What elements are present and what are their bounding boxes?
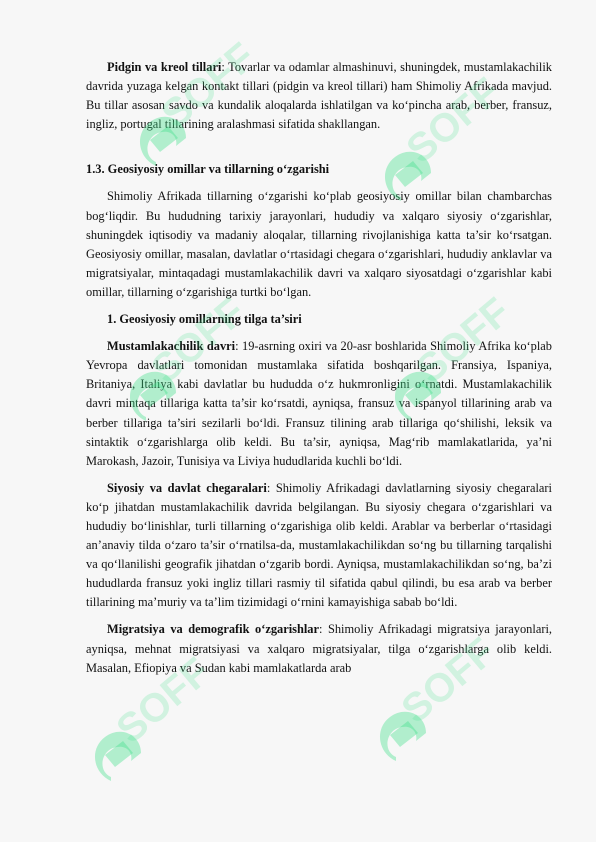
paragraph-geosiyosiy-intro: Shimoliy Afrikada tillarning o‘zgarishi ko‘plab geosiyosiy omillar bilan chambarchas bog‘liqdir. Bu hududning tarixiy jarayonlari, hududiy va xalqaro siyosiy o‘zgarishlar, shuningdek iqtisodiy va madaniy aloqalar, tillarning rivojlanishiga katta ta’sir ko‘rsatgan. Geosiyosiy omillar, masalan, davlatlar o‘rtasidagi chegara o‘zgarishlari, hududiy anklavlar va migratsiyalar, mintaqadagi mustamlakachilik davri va xalqaro siyosatdagi o‘zgarishlar kabi omillar, tillarning o‘zgarishiga turtki bo‘lgan. <box>86 189 552 299</box>
section-heading: 1.3. Geosiyosiy omillar va tillarning o‘zgarishi <box>86 162 330 177</box>
term-chegaralar: Siyosiy va davlat chegaralari <box>107 480 267 495</box>
paragraph-text: : Tovarlar va odamlar almashinuvi, shuningdek, mustamlakachilik davrida yuzaga kelgan kontakt tillari (pidgin va kreol tillari) ham Shimoliy Afrikada mavjud. Bu tillar asosan savdo va kundalik aloqalarda ishlatilgan va ko‘pincha arab, berber, fransuz, ingliz, portugal tillarining aralashmasi sifatida shakllangan. <box>86 60 552 132</box>
paragraph-mustamlakachilik <box>86 337 552 471</box>
paragraph-text: : Shimoliy Afrikadagi migratsiya jarayonlari, ayniqsa, mehnat migratsiyasi va xalqaro migratsiyalar, tilga o‘zgarishlarga olib keldi. Masalan, Efiopiya va Sudan kabi mamlakatlarda arab <box>86 622 552 675</box>
document-body <box>86 58 552 678</box>
paragraph-text: : Shimoliy Afrikadagi davlatlarning siyosiy chegaralari ko‘p jihatdan mustamlakachilik davrida belgilangan. Bu siyosiy chegara o‘zgarishlari va hududiy bo‘linishlar, turli tillarning o‘zgarishiga olib keldi. Arablar va berberlar o‘rtasidagi an’anaviy tilda o‘zaro ta’sir o‘rnatilsa-da, mustamlakachilikdan so‘ng bu tillarning tarqalishi va qo‘llanilishi geografik jihatdan o‘zgarib bordi. Ayniqsa, mustamlakachilikdan so‘ng, ba’zi hududlarda fransuz yoki ingliz tillari rasmiy til sifatida qabul qilindi, bu esa arab va berber tillarining ma’muriy va ta’lim tizimidagi o‘rnini kamayishiga sabab bo‘ldi. <box>86 480 552 610</box>
term-migratsiya: Migratsiya va demografik o‘zgarishlar <box>107 622 319 637</box>
paragraph-pidgin-kreol <box>86 58 552 134</box>
subheading: 1. Geosiyosiy omillarning tilga ta’siri <box>107 312 302 327</box>
paragraph-chegaralar <box>86 479 552 613</box>
term-mustamlakachilik: Mustamlakachilik davri <box>107 339 236 354</box>
term-pidgin-kreol: Pidgin va kreol tillari <box>107 60 222 74</box>
paragraph-migratsiya <box>86 620 552 677</box>
paragraph-text: : 19-asrning oxiri va 20-asr boshlarida Shimoliy Afrika ko‘plab Yevropa davlatlari tomonidan mustamlaka sifatida boshqarilgan. Fransiya, Ispaniya, Britaniya, Italiya kabi davlatlar bu hududda o‘z hukmronligini o‘rnatdi. Mustamlakachilik davri mintaqa tillariga katta ta’sir ko‘rsatdi, ayniqsa, fransuz va ispanyol tillarining arab va berber tillariga ta’siri sezilarli bo‘ldi. Fransuz tilining arab tillariga qo‘shilishi, leksik va sintaktik o‘zgarishlarga olib keldi. Bu ta’sir, ayniqsa, Mag‘rib mamlakatlarida, ya’ni Marokash, Jazoir, Tunisiya va Liviya hududlarida kuchli bo‘ldi. <box>86 339 552 468</box>
